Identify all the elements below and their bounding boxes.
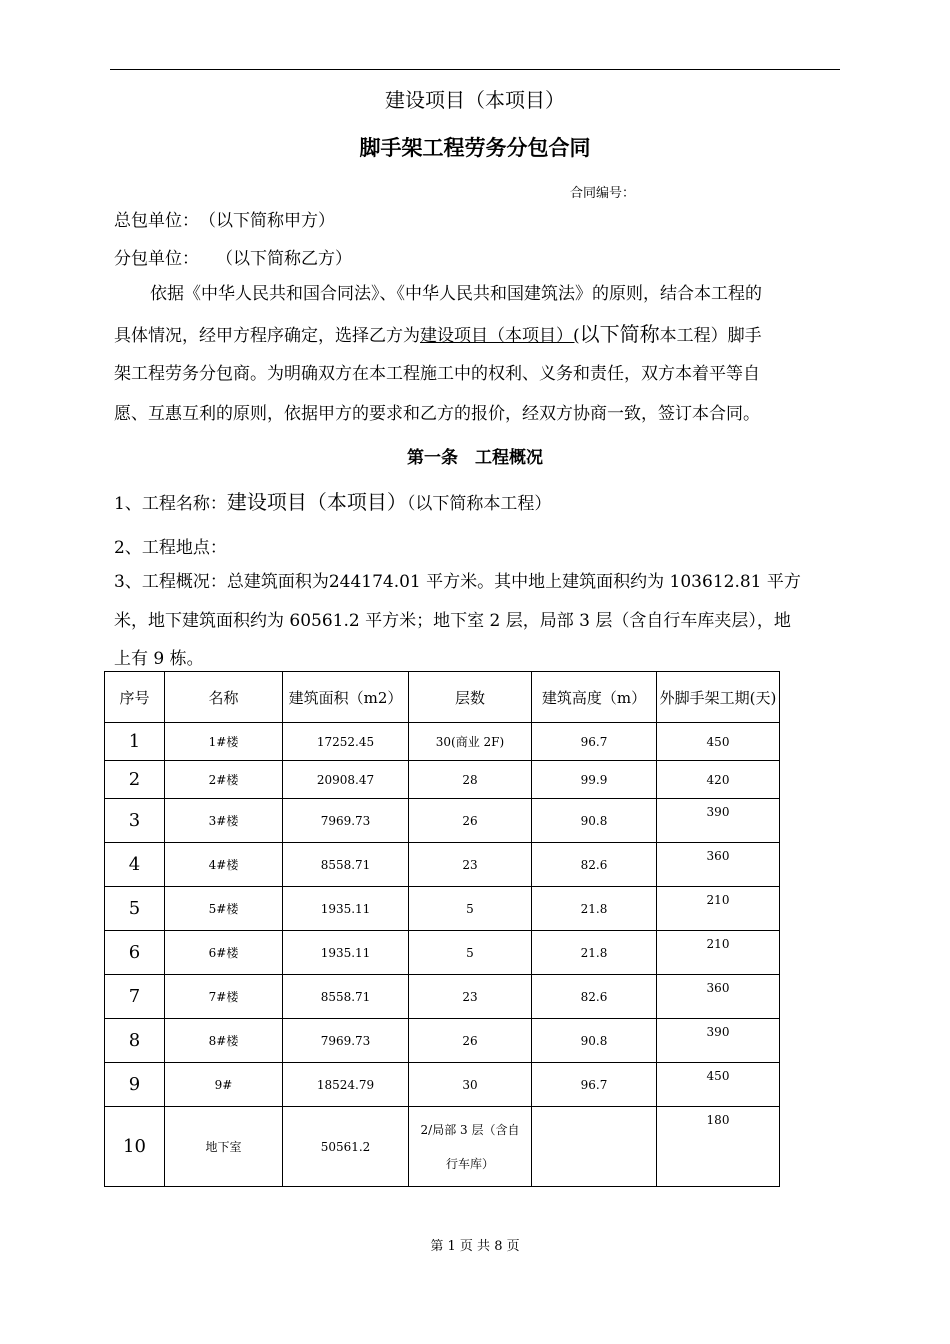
project-name-line (114, 486, 551, 515)
contract-number-label: 合同编号： (570, 186, 636, 201)
cell-floors: 23 (409, 975, 532, 1019)
cell-floors-line-1: 2/局部 3 层（含自 (420, 1122, 520, 1137)
intro-line-1: 依据《中华人民共和国合同法》、《中华人民共和国建筑法》的原则，结合本工程的 (150, 284, 762, 304)
intro-abbrev-label: 以下简称 (579, 322, 660, 346)
cell-no: 4 (105, 843, 165, 887)
cell-area: 18524.79 (283, 1063, 409, 1107)
cell-period: 390 (657, 799, 780, 843)
project-name-suffix: （以下简称本工程） (406, 494, 552, 514)
overview-line-3: 上有 9 栋。 (114, 649, 204, 669)
project-name-value: 建设项目（本项目） (226, 490, 407, 514)
page-footer: 第 1 页 共 8 页 (430, 1239, 520, 1254)
cell-no: 6 (105, 931, 165, 975)
project-name-label: 1、工程名称： (114, 494, 227, 514)
cell-floors: 28 (409, 761, 532, 799)
cell-area: 1935.11 (283, 887, 409, 931)
cell-period: 450 (657, 723, 780, 761)
cell-floors: 26 (409, 1019, 532, 1063)
overview-line-2: 米，地下建筑面积约为 60561.2 平方米；地下室 2 层，局部 3 层（含自行车库夹层），地 (114, 611, 791, 631)
header-height: 建筑高度（m） (532, 672, 657, 723)
cell-area: 1935.11 (283, 931, 409, 975)
overview-line-1: 3、工程概况：总建筑面积为244174.01 平方米。其中地上建筑面积约为 103612.81 平方 (114, 572, 801, 592)
intro-line-4: 愿、互惠互利的原则，依据甲方的要求和乙方的报价，经双方协商一致，签订本合同。 (114, 404, 760, 424)
cell-name: 9# (165, 1063, 283, 1107)
cell-area: 7969.73 (283, 1019, 409, 1063)
table-header-row (105, 672, 780, 723)
cell-no: 10 (105, 1107, 165, 1187)
cell-period: 210 (657, 931, 780, 975)
cell-no: 9 (105, 1063, 165, 1107)
intro-line-2 (114, 314, 840, 354)
cell-floors: 23 (409, 843, 532, 887)
table-row (105, 975, 780, 1019)
cell-height: 90.8 (532, 1019, 657, 1063)
table-row (105, 723, 780, 761)
cell-no: 7 (105, 975, 165, 1019)
cell-period: 360 (657, 843, 780, 887)
contract-title: 脚手架工程劳务分包合同 (359, 135, 591, 160)
cell-period: 390 (657, 1019, 780, 1063)
cell-area: 8558.71 (283, 975, 409, 1019)
cell-no: 3 (105, 799, 165, 843)
general-contractor-line: 总包单位： （以下简称甲方） (114, 211, 335, 231)
cell-height: 21.8 (532, 931, 657, 975)
cell-area: 17252.45 (283, 723, 409, 761)
cell-height: 99.9 (532, 761, 657, 799)
cell-height: 96.7 (532, 1063, 657, 1107)
project-location-line: 2、工程地点： (114, 538, 227, 558)
cell-no: 2 (105, 761, 165, 799)
cell-height: 90.8 (532, 799, 657, 843)
subcontractor-line: 分包单位： （以下简称乙方） (114, 249, 352, 269)
cell-name: 7#楼 (165, 975, 283, 1019)
table-row (105, 761, 780, 799)
cell-area: 7969.73 (283, 799, 409, 843)
cell-period: 420 (657, 761, 780, 799)
cell-floors (409, 1107, 532, 1187)
header-name: 名称 (165, 672, 283, 723)
table-row (105, 843, 780, 887)
table-row (105, 1019, 780, 1063)
cell-name: 3#楼 (165, 799, 283, 843)
intro-line-3: 架工程劳务分包商。为明确双方在本工程施工中的权利、义务和责任，双方本着平等自 (114, 364, 760, 384)
cell-floors: 30 (409, 1063, 532, 1107)
cell-name: 5#楼 (165, 887, 283, 931)
cell-height (532, 1107, 657, 1187)
cell-height: 21.8 (532, 887, 657, 931)
cell-period: 450 (657, 1063, 780, 1107)
header-no: 序号 (105, 672, 165, 723)
cell-period: 180 (657, 1107, 780, 1187)
cell-floors: 5 (409, 931, 532, 975)
cell-no: 8 (105, 1019, 165, 1063)
cell-name: 地下室 (165, 1107, 283, 1187)
cell-height: 82.6 (532, 843, 657, 887)
intro-paragraph (114, 274, 840, 434)
header-rule (110, 69, 840, 70)
table-row (105, 1063, 780, 1107)
header-period: 外脚手架工期(天) (657, 672, 780, 723)
cell-area: 20908.47 (283, 761, 409, 799)
cell-height: 82.6 (532, 975, 657, 1019)
cell-no: 5 (105, 887, 165, 931)
cell-name: 2#楼 (165, 761, 283, 799)
header-area: 建筑面积（m2） (283, 672, 409, 723)
cell-name: 6#楼 (165, 931, 283, 975)
cell-floors: 26 (409, 799, 532, 843)
cell-floors: 30(商业 2F) (409, 723, 532, 761)
cell-area: 50561.2 (283, 1107, 409, 1187)
cell-height: 96.7 (532, 723, 657, 761)
cell-name: 1#楼 (165, 723, 283, 761)
table-row (105, 887, 780, 931)
cell-no: 1 (105, 723, 165, 761)
project-table (104, 671, 780, 1187)
cell-period: 360 (657, 975, 780, 1019)
intro-line-2d: 本工程）脚手 (659, 326, 762, 346)
cell-floors: 5 (409, 887, 532, 931)
cell-name: 8#楼 (165, 1019, 283, 1063)
table-row (105, 799, 780, 843)
header-floors: 层数 (409, 672, 532, 723)
project-title: 建设项目（本项目） (385, 88, 565, 112)
intro-project-name: 建设项目（本项目）( (420, 326, 580, 346)
table-row (105, 1107, 780, 1187)
cell-period: 210 (657, 887, 780, 931)
intro-line-2a: 具体情况，经甲方程序确定，选择乙方为 (114, 326, 420, 346)
cell-area: 8558.71 (283, 843, 409, 887)
section-heading: 第一条 工程概况 (407, 448, 543, 468)
table-row (105, 931, 780, 975)
cell-name: 4#楼 (165, 843, 283, 887)
cell-floors-line-2: 行车库） (445, 1156, 494, 1171)
